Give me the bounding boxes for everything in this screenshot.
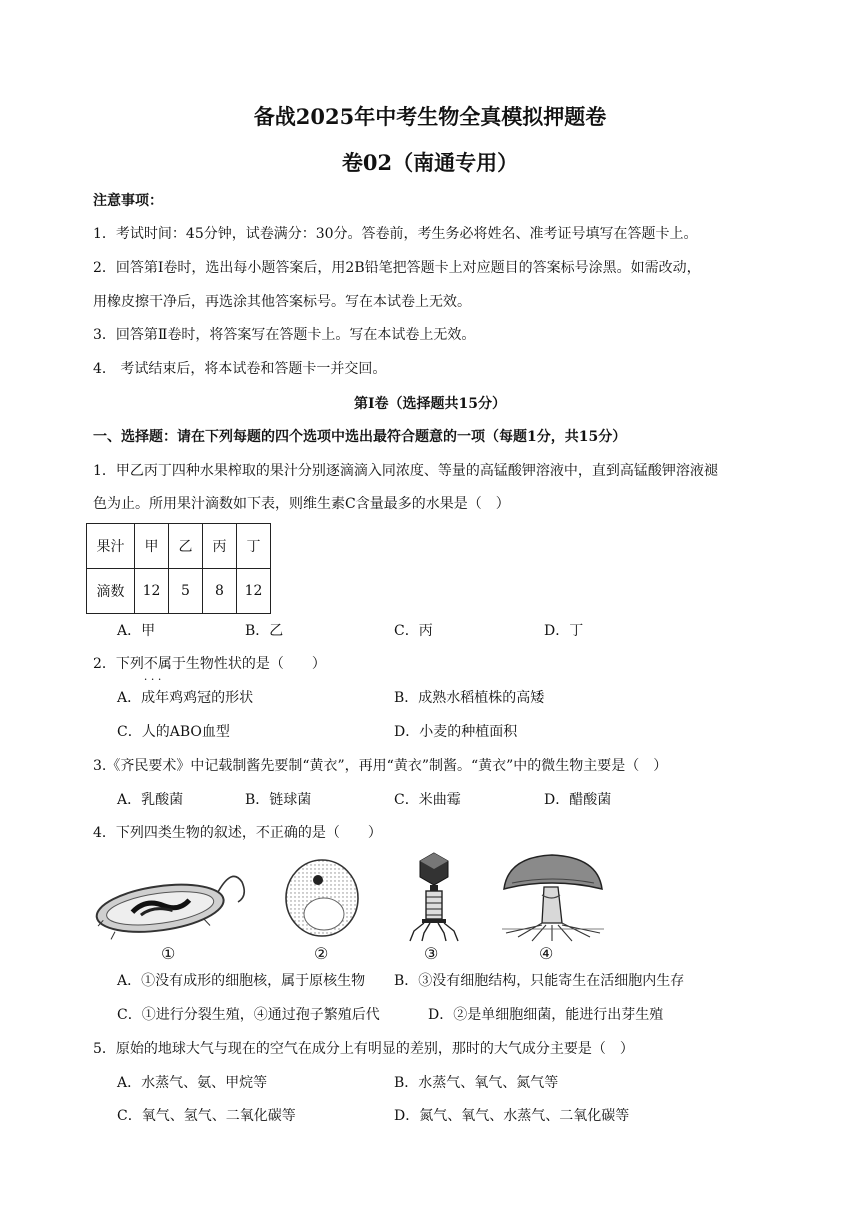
table-cell: 12 xyxy=(135,569,169,614)
note-line: 4． 考试结束后，将本试卷和答题卡一并交回。 xyxy=(93,361,387,377)
table-cell: 果汁 xyxy=(87,524,135,569)
note-line: 2．回答第Ⅰ卷时，选出每小题答案后，用2B铅笔把答题卡上对应题目的答案标号涂黑。如需改动， xyxy=(93,260,701,276)
table-cell: 8 xyxy=(203,569,237,614)
note-line: 1．考试时间：45分钟，试卷满分：30分。答卷前，考生务必将姓名、准考证号填写在答题卡上。 xyxy=(93,226,698,242)
q5-option-a: A．水蒸气、氨、甲烷等 xyxy=(117,1075,268,1091)
virus-illustration xyxy=(408,851,460,943)
q1-option-a: A．甲 xyxy=(117,623,156,639)
note-line: 3．回答第Ⅱ卷时，将答案写在答题卡上。写在本试卷上无效。 xyxy=(93,327,476,343)
q5-option-b: B．水蒸气、氧气、氮气等 xyxy=(394,1075,559,1091)
q3-option-d: D．醋酸菌 xyxy=(544,792,612,808)
figure-label: ③ xyxy=(424,944,439,963)
figure-label: ④ xyxy=(539,944,554,963)
section1-heading: 一、选择题：请在下列每题的四个选项中选出最符合题意的一项（每题1分，共15分） xyxy=(93,429,627,445)
q2-stem-pre: 2．下列 xyxy=(93,656,144,672)
q3-option-c: C．米曲霉 xyxy=(394,792,461,808)
q4-option-d: D．②是单细胞细菌，能进行出芽生殖 xyxy=(428,1007,664,1023)
note-line: 用橡皮擦干净后，再选涂其他答案标号。写在本试卷上无效。 xyxy=(93,294,471,310)
q2-option-c: C．人的ABO血型 xyxy=(117,724,230,740)
q2-stem xyxy=(93,656,326,673)
q5-stem: 5．原始的地球大气与现在的空气在成分上有明显的差别，那时的大气成分主要是（ ） xyxy=(93,1041,634,1057)
cell-illustration xyxy=(282,856,362,940)
juice-table xyxy=(86,523,271,614)
q2-option-d: D．小麦的种植面积 xyxy=(394,724,518,740)
table-cell: 丙 xyxy=(203,524,237,569)
q1-option-d: D．丁 xyxy=(544,623,584,639)
table-cell: 5 xyxy=(169,569,203,614)
table-cell: 丁 xyxy=(237,524,271,569)
figure-label: ① xyxy=(161,944,176,963)
q4-option-c: C．①进行分裂生殖，④通过孢子繁殖后代 xyxy=(117,1007,380,1023)
q3-option-b: B．链球菌 xyxy=(245,792,312,808)
q1-stem-line1: 1．甲乙丙丁四种水果榨取的果汁分别逐滴滴入同浓度、等量的高锰酸钾溶液中，直到高锰酸钾溶液褪 xyxy=(93,463,718,479)
page-subtitle: 卷02（南通专用） xyxy=(341,150,519,175)
q3-stem: 3.《齐民要术》中记载制酱先要制“黄衣”，再用“黄衣”制酱。“黄衣”中的微生物主要是（ ） xyxy=(93,758,668,774)
q2-option-a: A．成年鸡鸡冠的形状 xyxy=(117,690,254,706)
table-row xyxy=(87,569,271,614)
q1-option-c: C．丙 xyxy=(394,623,433,639)
part1-heading: 第Ⅰ卷（选择题共15分） xyxy=(353,396,507,412)
q4-option-b: B．③没有细胞结构，只能寄生在活细胞内生存 xyxy=(394,973,685,989)
q2-option-b: B．成熟水稻植株的高矮 xyxy=(394,690,545,706)
table-cell: 甲 xyxy=(135,524,169,569)
q3-option-a: A．乳酸菌 xyxy=(117,792,184,808)
q5-option-d: D．氮气、氧气、水蒸气、二氧化碳等 xyxy=(394,1108,630,1124)
mushroom-illustration xyxy=(498,853,608,943)
table-cell: 滴数 xyxy=(87,569,135,614)
q1-option-b: B．乙 xyxy=(245,623,284,639)
q4-option-a: A．①没有成形的细胞核，属于原核生物 xyxy=(117,973,366,989)
table-cell: 12 xyxy=(237,569,271,614)
figure-label: ② xyxy=(314,944,329,963)
q1-stem-line2: 色为止。所用果汁滴数如下表，则维生素C含量最多的水果是（ ） xyxy=(93,496,510,512)
bacterium-illustration xyxy=(92,862,252,942)
q2-stem-emphasis: 不属于 · · · xyxy=(144,656,186,672)
q2-stem-post: 生物性状的是（ ） xyxy=(185,656,326,672)
table-row xyxy=(87,524,271,569)
table-cell: 乙 xyxy=(169,524,203,569)
page-title: 备战2025年中考生物全真模拟押题卷 xyxy=(253,104,607,129)
q5-option-c: C．氧气、氢气、二氧化碳等 xyxy=(117,1108,296,1124)
q4-stem: 4．下列四类生物的叙述，不正确的是（ ） xyxy=(93,825,382,841)
notes-heading: 注意事项： xyxy=(93,193,163,209)
